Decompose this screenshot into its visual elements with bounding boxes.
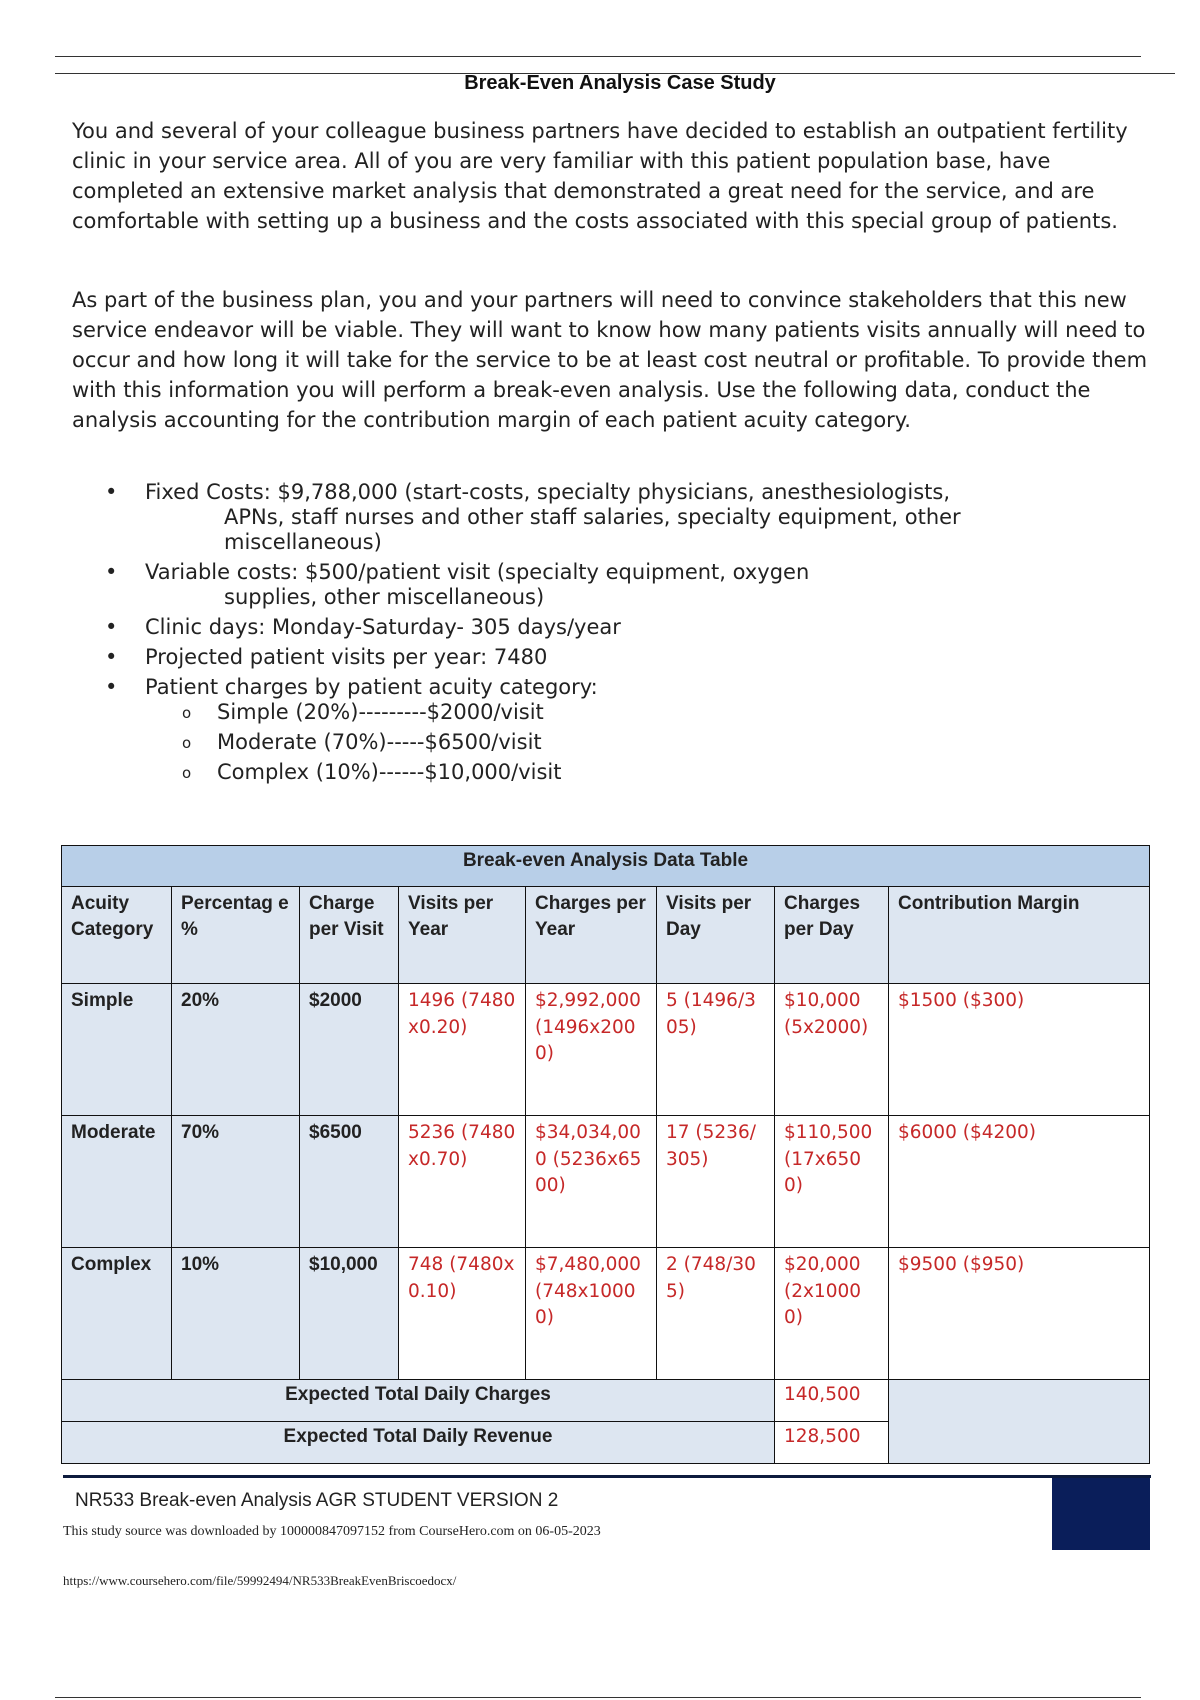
visits-per-year-cell: 1496 (7480x0.20) [399, 984, 526, 1116]
business-plan-paragraph: As part of the business plan, you and your partners will need to convince stakeholders that this new service endeavor will be viable. They will want to know how many patients visits annually will need to occur and how long it will take for the service to be at least cost neutral or profitable. To provide them with this information you will perform a break-even analysis. Use the following data, conduct the analysis accounting for the contribution margin of each patient acuity category. [72, 288, 1148, 432]
totals-filler-cell [889, 1380, 1150, 1464]
intro-paragraph: You and several of your colleague business partners have decided to establish an outpatient fertility clinic in your service area. All of you are very familiar with this patient population base, have completed an extensive market analysis that demonstrated a great need for the service, and are comfortable with setting up a business and the costs associated with this special group of patients. [72, 119, 1128, 233]
contribution-margin-cell: $1500 ($300) [889, 984, 1150, 1116]
visits-per-day-cell: 5 (1496/305) [657, 984, 775, 1116]
charges-per-day-cell: $110,500 (17x6500) [775, 1116, 889, 1248]
table-header-row [62, 887, 1150, 984]
charges-per-year-cell: $2,992,000 (1496x2000) [526, 984, 657, 1116]
visits-per-year-cell: 5236 (7480x0.70) [399, 1116, 526, 1248]
list-item [105, 480, 1105, 555]
contribution-margin-cell: $6000 ($4200) [889, 1116, 1150, 1248]
list-item: o Complex (10%)------$10,000/visit [182, 757, 562, 787]
clinic-days-text: Clinic days: Monday-Saturday- 305 days/year [145, 615, 621, 639]
visits-per-day-cell: 17 (5236/305) [657, 1116, 775, 1248]
variable-costs-text: Variable costs: $500/patient visit (specialty equipment, oxygen [145, 560, 810, 584]
list-item [105, 645, 1105, 670]
charges-per-year-cell: $34,034,00 0 (5236x6500) [526, 1116, 657, 1248]
column-header: Charges per Year [526, 887, 657, 984]
table-row [62, 1116, 1150, 1248]
column-header: Acuity Category [62, 887, 172, 984]
percent-cell: 10% [172, 1248, 300, 1380]
column-header: Visits per Year [399, 887, 526, 984]
total-daily-charges-label: Expected Total Daily Charges [62, 1380, 775, 1422]
charges-per-day-cell: $10,000 (5x2000) [775, 984, 889, 1116]
column-header: Percentag e % [172, 887, 300, 984]
patient-charges-text: Patient charges by patient acuity category: [145, 675, 598, 699]
charges-per-day-cell: $20,000 (2x10000) [775, 1248, 889, 1380]
footer-color-block [1052, 1478, 1150, 1550]
total-charges-row [62, 1380, 1150, 1422]
break-even-data-table [61, 845, 1150, 1464]
fixed-costs-text: Fixed Costs: $9,788,000 (start-costs, specialty physicians, anesthesiologists, [145, 480, 950, 504]
acuity-category-cell: Simple [62, 984, 172, 1116]
fixed-costs-continuation: APNs, staff nurses and other staff salaries, specialty equipment, other miscellaneous) [224, 505, 961, 554]
column-header: Contribution Margin [889, 887, 1150, 984]
list-item: o Simple (20%)---------$2000/visit [182, 697, 562, 727]
column-header: Visits per Day [657, 887, 775, 984]
bottom-rule [55, 1697, 1141, 1698]
table-row [62, 984, 1150, 1116]
total-daily-revenue-label: Expected Total Daily Revenue [62, 1422, 775, 1464]
projected-visits-text: Projected patient visits per year: 7480 [145, 645, 548, 669]
acuity-category-cell: Complex [62, 1248, 172, 1380]
cost-data-list [105, 480, 1105, 705]
column-header: Charge per Visit [300, 887, 399, 984]
acuity-category-cell: Moderate [62, 1116, 172, 1248]
table-row [62, 1248, 1150, 1380]
contribution-margin-cell: $9500 ($950) [889, 1248, 1150, 1380]
acuity-charges-list [182, 697, 562, 787]
list-item [105, 615, 1105, 640]
footer-rule [63, 1475, 1151, 1478]
percent-cell: 70% [172, 1116, 300, 1248]
charge-per-visit-cell: $10,000 [300, 1248, 399, 1380]
charges-per-year-cell: $7,480,000 (748x10000) [526, 1248, 657, 1380]
footer-version-text: NR533 Break-even Analysis AGR STUDENT VERSION 2 [75, 1490, 559, 1511]
list-item [105, 560, 1105, 610]
source-url: https://www.coursehero.com/file/59992494/NR533BreakEvenBriscoedocx/ [63, 1573, 457, 1588]
total-daily-charges-value: 140,500 [775, 1380, 889, 1422]
document-title: Break-Even Analysis Case Study [464, 72, 776, 94]
variable-costs-continuation: supplies, other miscellaneous) [224, 585, 545, 609]
visits-per-year-cell: 748 (7480x0.10) [399, 1248, 526, 1380]
total-daily-revenue-value: 128,500 [775, 1422, 889, 1464]
list-item: o Moderate (70%)-----$6500/visit [182, 727, 562, 757]
column-header: Charges per Day [775, 887, 889, 984]
top-rule [55, 56, 1141, 57]
charge-per-visit-cell: $2000 [300, 984, 399, 1116]
visits-per-day-cell: 2 (748/305) [657, 1248, 775, 1380]
download-notice: This study source was downloaded by 100000847097152 from CourseHero.com on 06-05-2023 [63, 1524, 601, 1539]
charge-per-visit-cell: $6500 [300, 1116, 399, 1248]
table-caption: Break-even Analysis Data Table [62, 846, 1150, 887]
percent-cell: 20% [172, 984, 300, 1116]
